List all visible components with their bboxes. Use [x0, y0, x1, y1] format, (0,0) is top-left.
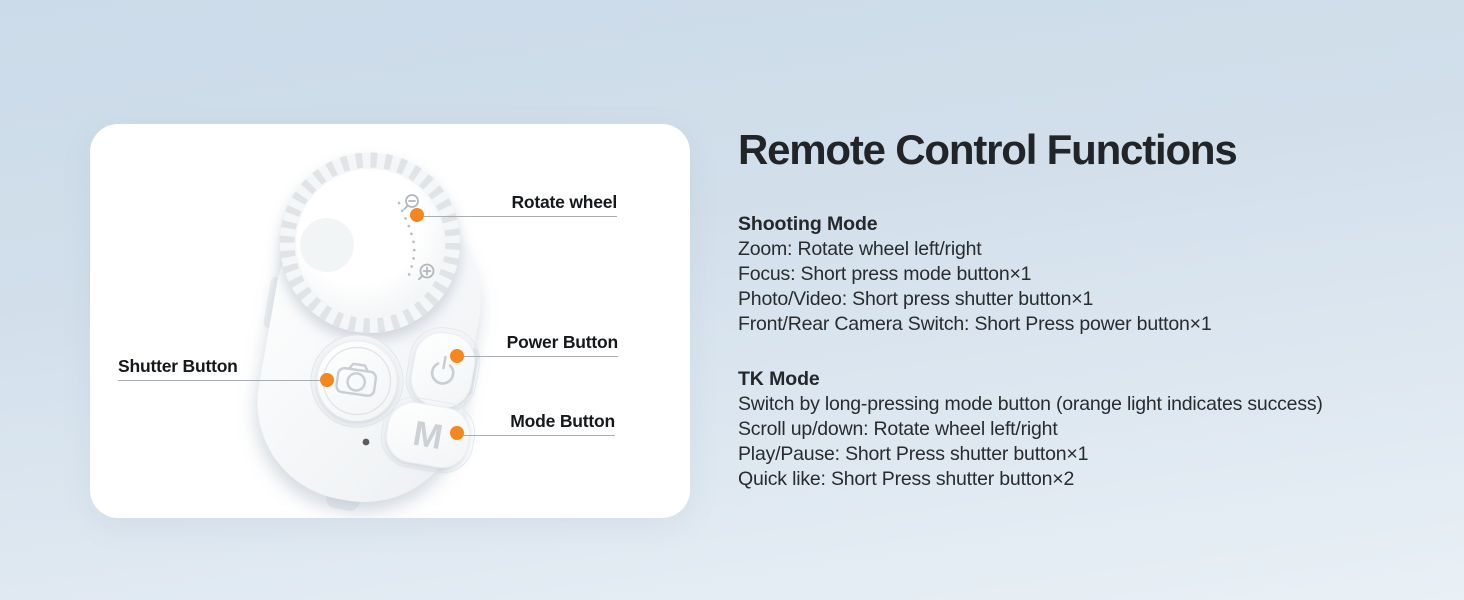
marker-dot-mode-button — [450, 426, 464, 440]
rotate-wheel[interactable] — [280, 153, 460, 333]
section-tk-mode — [738, 367, 1418, 492]
instruction-line: Switch by long-pressing mode button (orange light indicates success) — [738, 393, 1323, 415]
section-heading: Shooting Mode — [738, 213, 878, 235]
instruction-line: Zoom: Rotate wheel left/right — [738, 238, 982, 260]
marker-dot-shutter-button — [320, 373, 334, 387]
callout-shutter-button: Shutter Button — [118, 356, 327, 381]
callout-mode-button: Mode Button — [457, 411, 615, 436]
remote-device-illustration — [90, 124, 690, 518]
section-shooting-mode — [738, 212, 1418, 337]
instruction-line: Focus: Short press mode button×1 — [738, 263, 1032, 285]
instruction-line: Front/Rear Camera Switch: Short Press power button×1 — [738, 313, 1212, 335]
instruction-line: Play/Pause: Short Press shutter button×1 — [738, 443, 1089, 465]
callout-power-button: Power Button — [457, 332, 618, 357]
page-title: Remote Control Functions — [738, 126, 1237, 173]
instruction-line: Quick like: Short Press shutter button×2 — [738, 468, 1075, 490]
wheel-thumb-recess — [300, 218, 354, 272]
section-heading: TK Mode — [738, 368, 820, 390]
mode-m-label: M — [410, 413, 446, 458]
marker-dot-power-button — [450, 349, 464, 363]
led-indicator — [363, 439, 370, 446]
instruction-line: Photo/Video: Short press shutter button×1 — [738, 288, 1094, 310]
marker-dot-rotate-wheel — [410, 208, 424, 222]
callout-rotate-wheel: Rotate wheel — [417, 192, 617, 217]
instruction-line: Scroll up/down: Rotate wheel left/right — [738, 418, 1058, 440]
product-card — [90, 124, 690, 518]
